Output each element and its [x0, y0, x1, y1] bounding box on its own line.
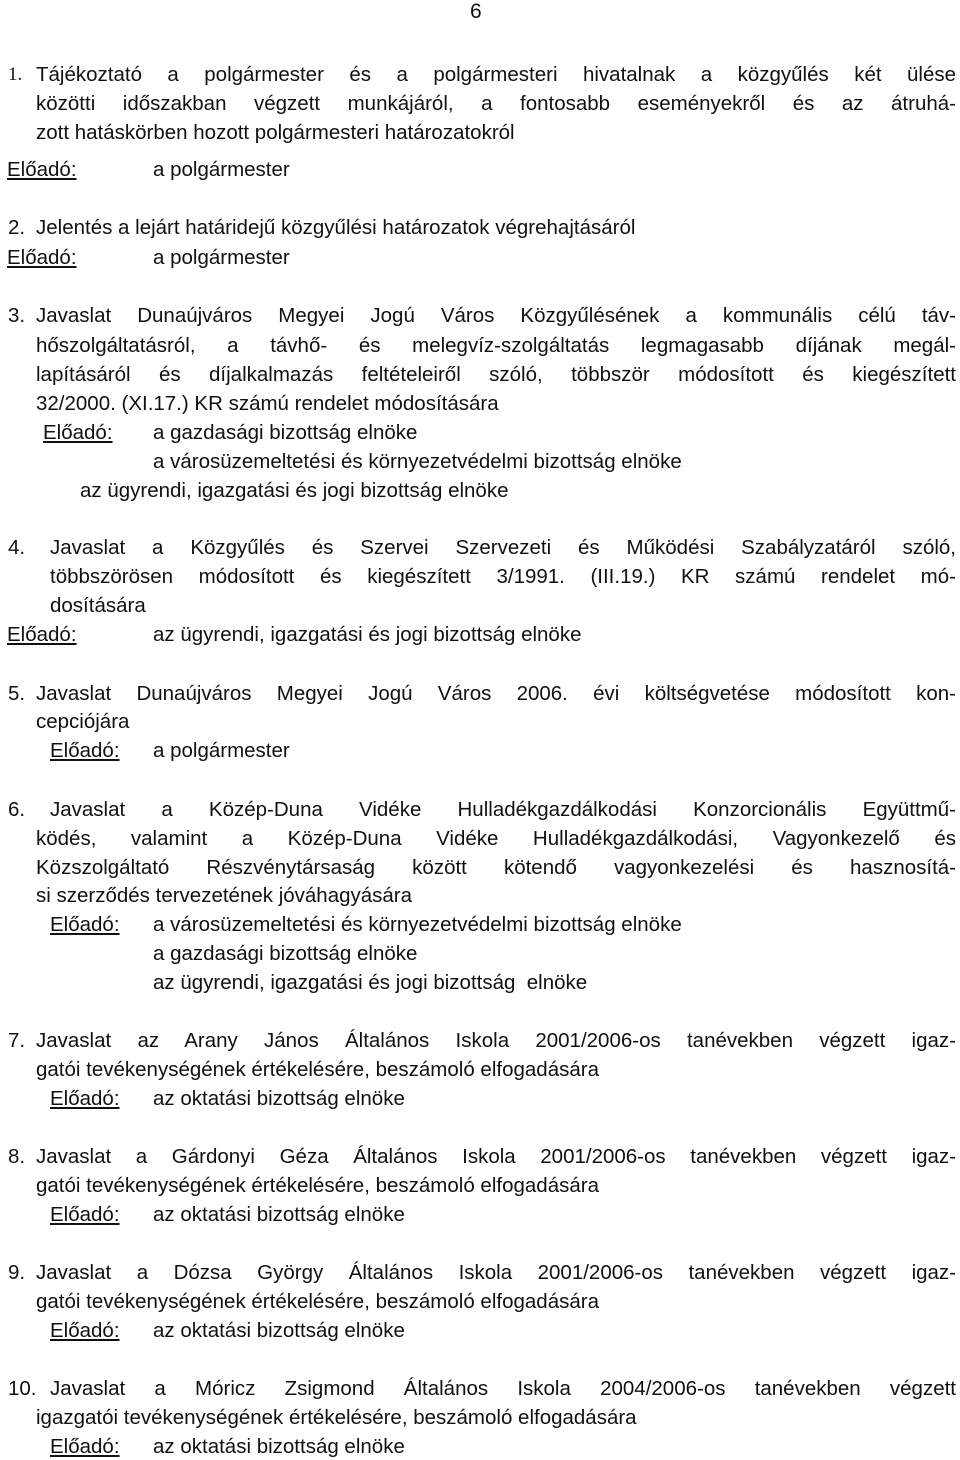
presenter: a polgármester [153, 246, 290, 269]
presenter-label: Előadó: [50, 913, 120, 936]
item-text-line: Javaslat a Közgyűlés és Szervei Szervezeti és Működési Szabályzatáról szóló, [50, 536, 956, 559]
item-text-line: Jelentés a lejárt határidejű közgyűlési határozatok végrehajtásáról [36, 216, 636, 239]
item-text-line: dosítására [50, 594, 146, 617]
presenter-label: Előadó: [7, 246, 77, 269]
item-text-line: si szerződés tervezetének jóváhagyására [36, 884, 413, 907]
item-text-line: igazgatói tevékenységének értékelésére, beszámoló elfogadására [36, 1406, 637, 1429]
item-number: 5. [8, 682, 26, 705]
presenter: az ügyrendi, igazgatási és jogi bizottság elnöke [80, 479, 509, 502]
item-text-line: cepciójára [36, 710, 130, 733]
item-number: 4. [8, 536, 26, 559]
item-number: 9. [8, 1261, 26, 1284]
presenter: a polgármester [153, 739, 290, 762]
item-text-line: hőszolgáltatásról, a távhő- és melegvíz-szolgáltatás legmagasabb díjának megál- [36, 334, 956, 357]
presenter: a városüzemeltetési és környezetvédelmi bizottság elnöke [153, 450, 682, 473]
presenter: az oktatási bizottság elnöke [153, 1319, 405, 1342]
item-text-line: zott hatáskörben hozott polgármesteri határozatokról [36, 121, 515, 144]
presenter-label: Előadó: [50, 1435, 120, 1458]
presenter-label: Előadó: [50, 739, 120, 762]
item-number: 8. [8, 1145, 26, 1168]
item-text-line: 32/2000. (XI.17.) KR számú rendelet módosítására [36, 392, 499, 415]
item-number: 1. [8, 64, 23, 85]
item-number: 2. [8, 216, 26, 239]
presenter: az ügyrendi, igazgatási és jogi bizottság elnöke [153, 971, 588, 994]
item-number: 10. [8, 1377, 37, 1400]
item-text-line: Javaslat a Móricz Zsigmond Általános Iskola 2004/2006-os tanévekben végzett [50, 1377, 956, 1400]
presenter: az oktatási bizottság elnöke [153, 1087, 405, 1110]
presenter-label: Előadó: [50, 1319, 120, 1342]
presenter-label: Előadó: [50, 1203, 120, 1226]
item-text-line: Közszolgáltató Részvénytársaság között kötendő vagyonkezelési és hasznosítá- [36, 856, 956, 879]
item-text-line: Javaslat a Dózsa György Általános Iskola 2001/2006-os tanévekben végzett igaz- [36, 1261, 956, 1284]
item-text-line: lapításáról és díjalkalmazás feltételeiről szóló, többször módosított és kiegészített [36, 363, 956, 386]
presenter: az oktatási bizottság elnöke [153, 1435, 405, 1458]
presenter-label: Előadó: [7, 623, 77, 646]
item-text-line: Javaslat Dunaújváros Megyei Jogú Város 2006. évi költségvetése módosított kon- [36, 682, 956, 705]
page-number: 6 [470, 0, 482, 23]
presenter: a városüzemeltetési és környezetvédelmi bizottság elnöke [153, 913, 682, 936]
presenter: az ügyrendi, igazgatási és jogi bizottság elnöke [153, 623, 582, 646]
item-text-line: Javaslat a Közép-Duna Vidéke Hulladékgazdálkodási Konzorcionális Együttmű- [50, 798, 956, 821]
presenter: a gazdasági bizottság elnöke [153, 942, 418, 965]
presenter: a polgármester [153, 158, 290, 181]
item-text-line: gatói tevékenységének értékelésére, beszámoló elfogadására [36, 1174, 599, 1197]
presenter-label: Előadó: [7, 158, 77, 181]
item-text-line: gatói tevékenységének értékelésére, beszámoló elfogadására [36, 1290, 599, 1313]
item-text-line: Javaslat az Arany János Általános Iskola 2001/2006-os tanévekben végzett igaz- [36, 1029, 956, 1052]
item-text-line: Javaslat Dunaújváros Megyei Jogú Város Közgyűlésének a kommunális célú táv- [36, 304, 956, 327]
presenter: az oktatási bizottság elnöke [153, 1203, 405, 1226]
item-text-line: közötti időszakban végzett munkájáról, a fontosabb eseményekről és az átruhá- [36, 92, 956, 115]
presenter-label: Előadó: [50, 1087, 120, 1110]
item-number: 3. [8, 304, 26, 327]
item-number: 7. [8, 1029, 26, 1052]
item-text-line: gatói tevékenységének értékelésére, beszámoló elfogadására [36, 1058, 599, 1081]
item-text-line: ködés, valamint a Közép-Duna Vidéke Hulladékgazdálkodási, Vagyonkezelő és [36, 827, 956, 850]
item-text-line: Tájékoztató a polgármester és a polgármesteri hivatalnak a közgyűlés két ülése [36, 63, 956, 86]
item-number: 6. [8, 798, 26, 821]
item-text-line: Javaslat a Gárdonyi Géza Általános Iskola 2001/2006-os tanévekben végzett igaz- [36, 1145, 956, 1168]
presenter: a gazdasági bizottság elnöke [153, 421, 418, 444]
presenter-label: Előadó: [43, 421, 113, 444]
item-text-line: többszörösen módosított és kiegészített 3/1991. (III.19.) KR számú rendelet mó- [50, 565, 956, 588]
